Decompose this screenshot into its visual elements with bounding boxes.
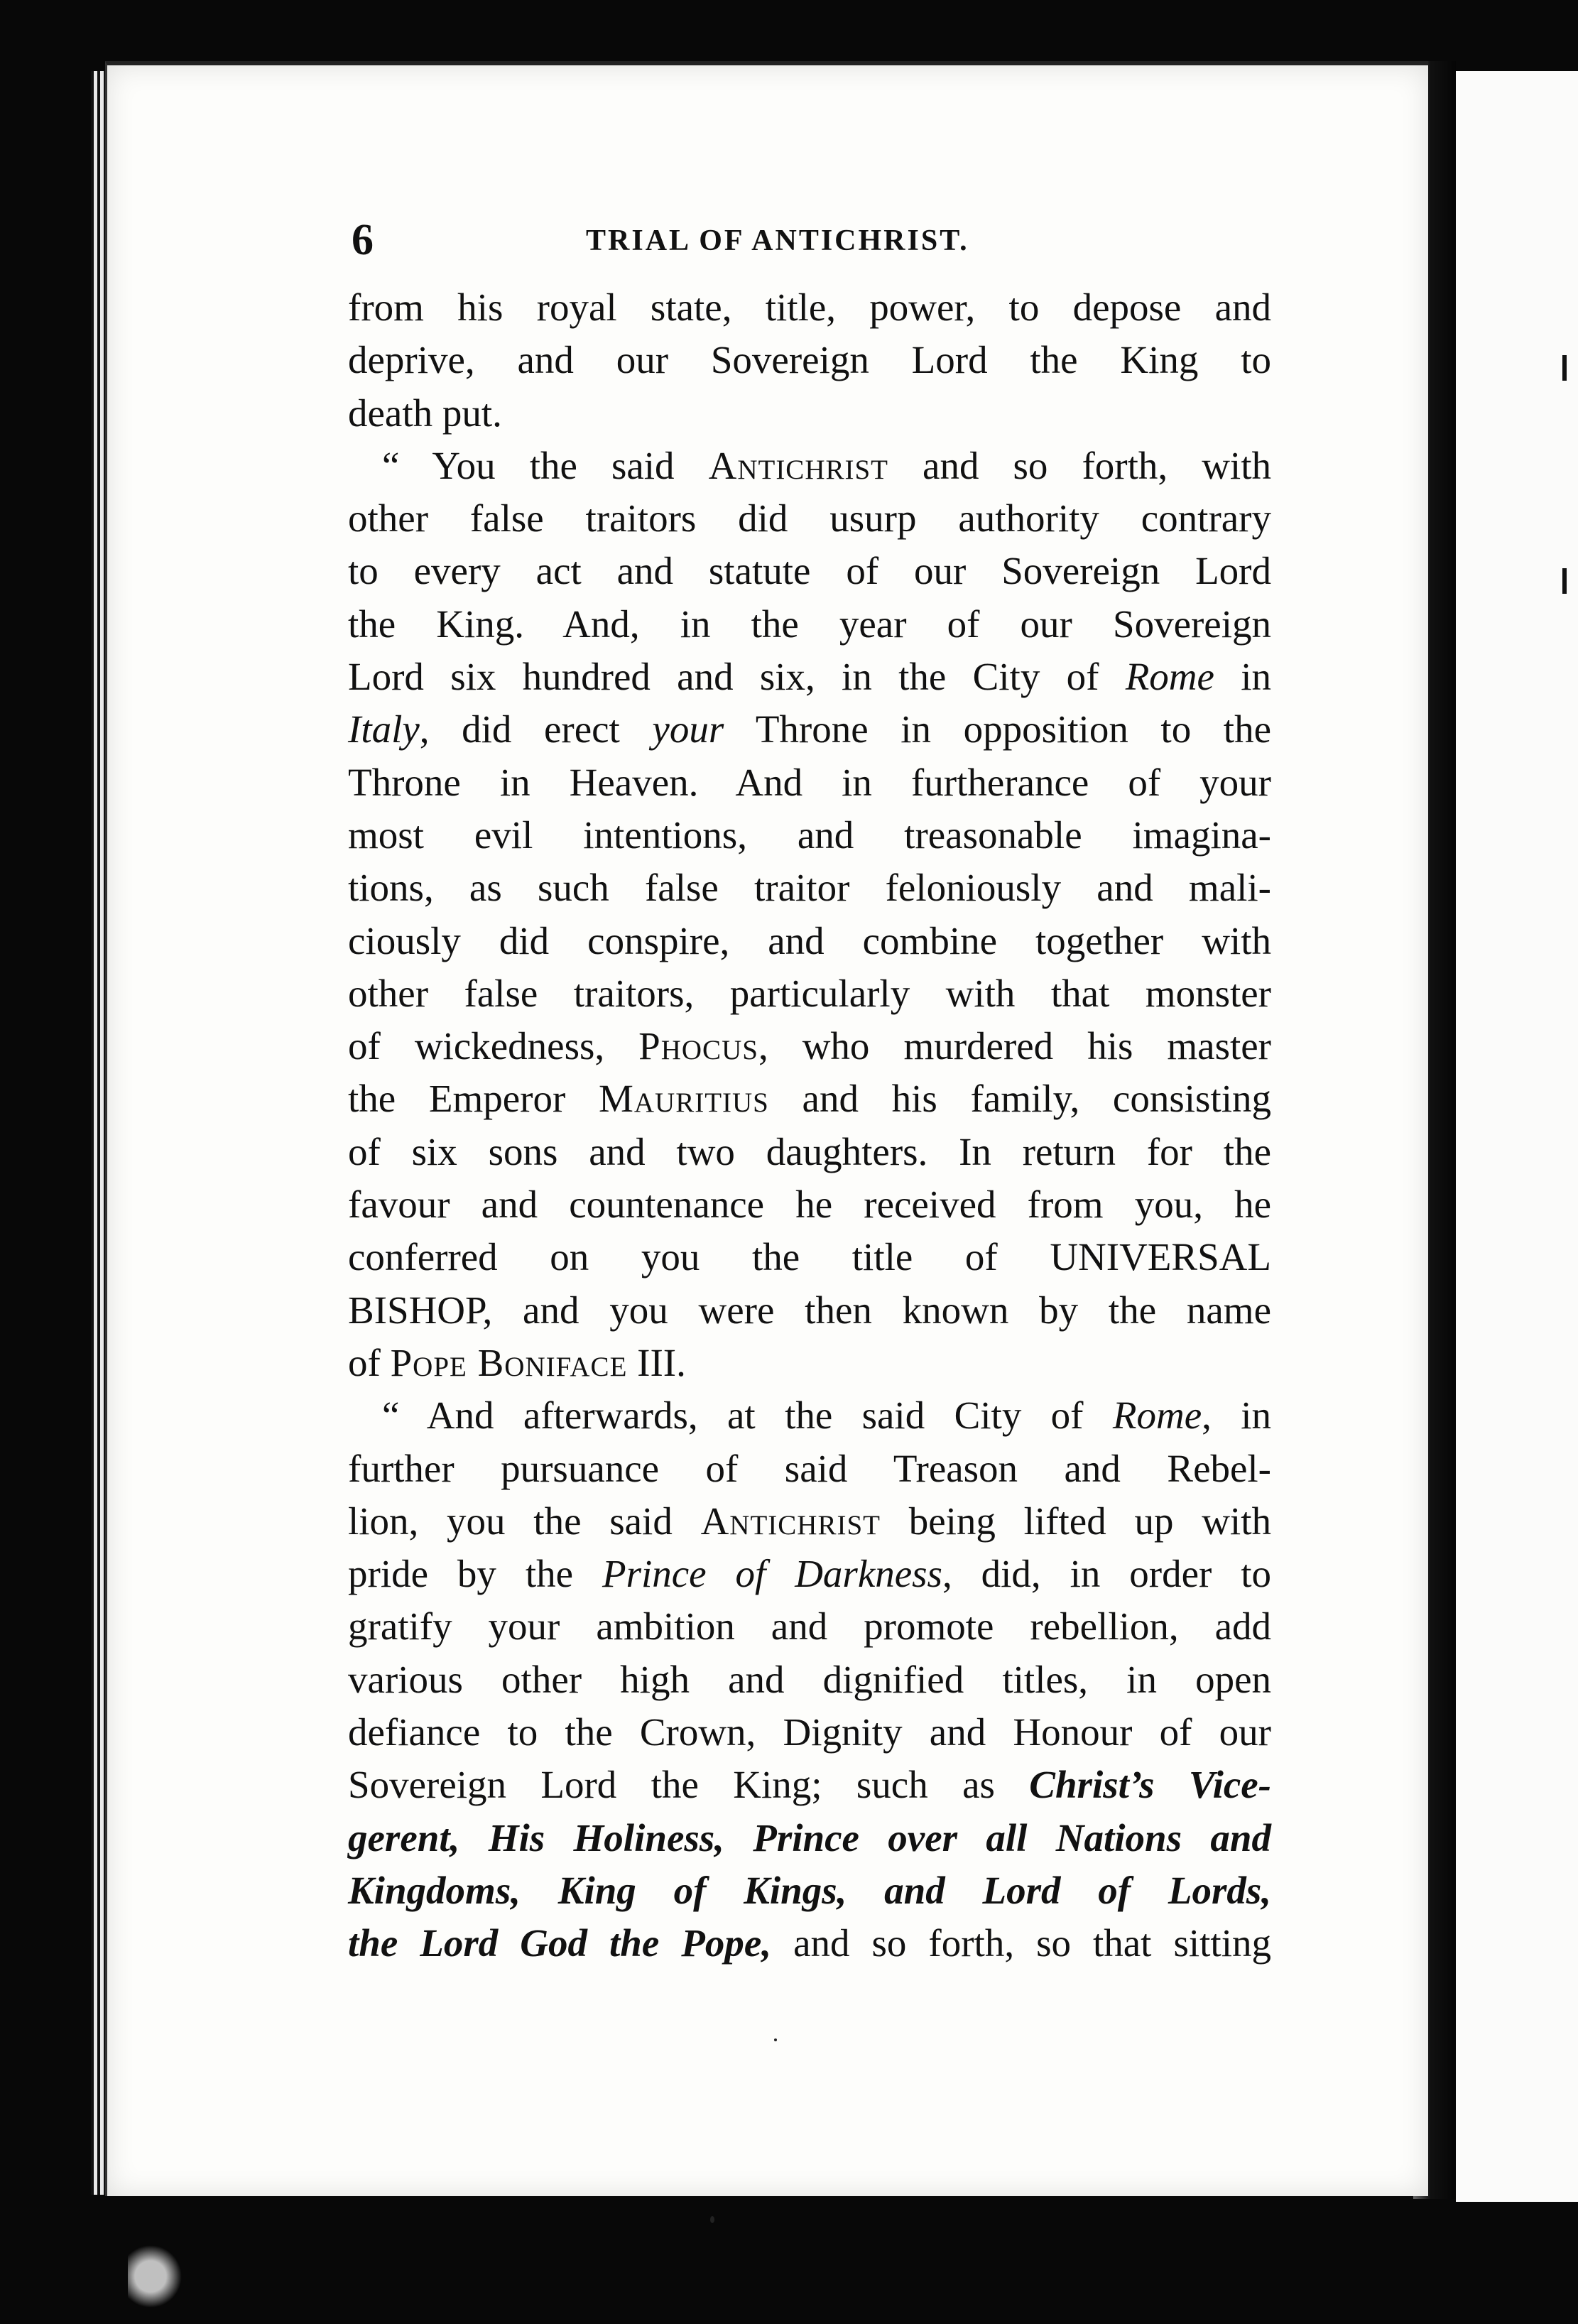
text-line: favour and countenance he received from you, he: [348, 1183, 1271, 1227]
text-line: from his royal state, title, power, to depose and: [348, 286, 1271, 329]
name-pope-boniface: Pope Boniface: [390, 1340, 628, 1384]
text-line: pride by the Prince of Darkness, did, in order to: [348, 1552, 1272, 1596]
text-line: Kingdoms, King of Kings, and Lord of Lords,: [348, 1868, 1271, 1912]
text-line: lion, you the said Antichrist being lifted up with: [348, 1499, 1271, 1543]
ink-speck: [710, 2216, 714, 2223]
text-line: tions, as such false traitor feloniously and mali-: [348, 866, 1271, 910]
page-body-text: [348, 281, 1271, 1970]
text-line: the Emperor Mauritius and his family, consisting: [348, 1077, 1271, 1121]
facing-page-mark: [1562, 355, 1567, 381]
text-line: various other high and dignified titles, in open: [348, 1657, 1271, 1701]
text-line: other false traitors, particularly with that monster: [348, 971, 1271, 1015]
text-line: other false traitors did usurp authority contrary: [348, 496, 1271, 541]
text-line: defiance to the Crown, Dignity and Honour of our: [348, 1710, 1271, 1754]
ink-speck: [774, 2038, 777, 2041]
name-phocus: Phocus: [638, 1024, 758, 1068]
text-line: the Lord God the Pope, and so forth, so that sitting: [348, 1921, 1271, 1965]
text-line: of wickedness, Phocus, who murdered his master: [348, 1024, 1271, 1068]
text-line: gratify your ambition and promote rebellion, add: [348, 1604, 1271, 1649]
text-line: of six sons and two daughters. In return for the: [348, 1129, 1271, 1173]
text-line: of Pope Boniface III.: [348, 1340, 686, 1384]
page-number: 6: [352, 216, 374, 264]
text-line: Sovereign Lord the King; such as Christ’s Vice-: [348, 1763, 1271, 1807]
text-line: Lord six hundred and six, in the City of Rome in: [348, 655, 1271, 699]
text-line: Italy, did erect your Throne in opposition to the: [348, 707, 1271, 751]
text-line: the King. And, in the year of our Sovereign: [348, 602, 1271, 646]
facing-page-edge: [1456, 71, 1578, 2202]
torn-corner: [128, 2237, 185, 2315]
text-line: death put.: [348, 391, 502, 435]
text-line: further pursuance of said Treason and Rebel-: [348, 1446, 1271, 1490]
text-line: “ You the said Antichrist and so forth, with: [382, 443, 1271, 487]
text-line: Throne in Heaven. And in furtherance of your: [348, 760, 1271, 804]
text-line: most evil intentions, and treasonable imagina-: [348, 813, 1271, 857]
name-antichrist: Antichrist: [700, 1499, 881, 1543]
text-line: “ And afterwards, at the said City of Rome, in: [382, 1394, 1272, 1438]
text-line: to every act and statute of our Sovereign Lord: [348, 549, 1271, 593]
name-antichrist: Antichrist: [708, 443, 888, 487]
name-mauritius: Mauritius: [598, 1077, 769, 1121]
text-line: ciously did conspire, and combine together with: [348, 918, 1271, 962]
text-line: BISHOP, and you were then known by the name: [348, 1288, 1271, 1332]
facing-page-mark: [1562, 568, 1567, 594]
text-line: conferred on you the title of UNIVERSAL: [348, 1235, 1271, 1279]
page-header: [352, 215, 1275, 265]
text-line: deprive, and our Sovereign Lord the King to: [348, 338, 1271, 382]
text-line: gerent, His Holiness, Prince over all Nations and: [348, 1815, 1271, 1859]
running-title: TRIAL OF ANTICHRIST.: [586, 224, 969, 257]
